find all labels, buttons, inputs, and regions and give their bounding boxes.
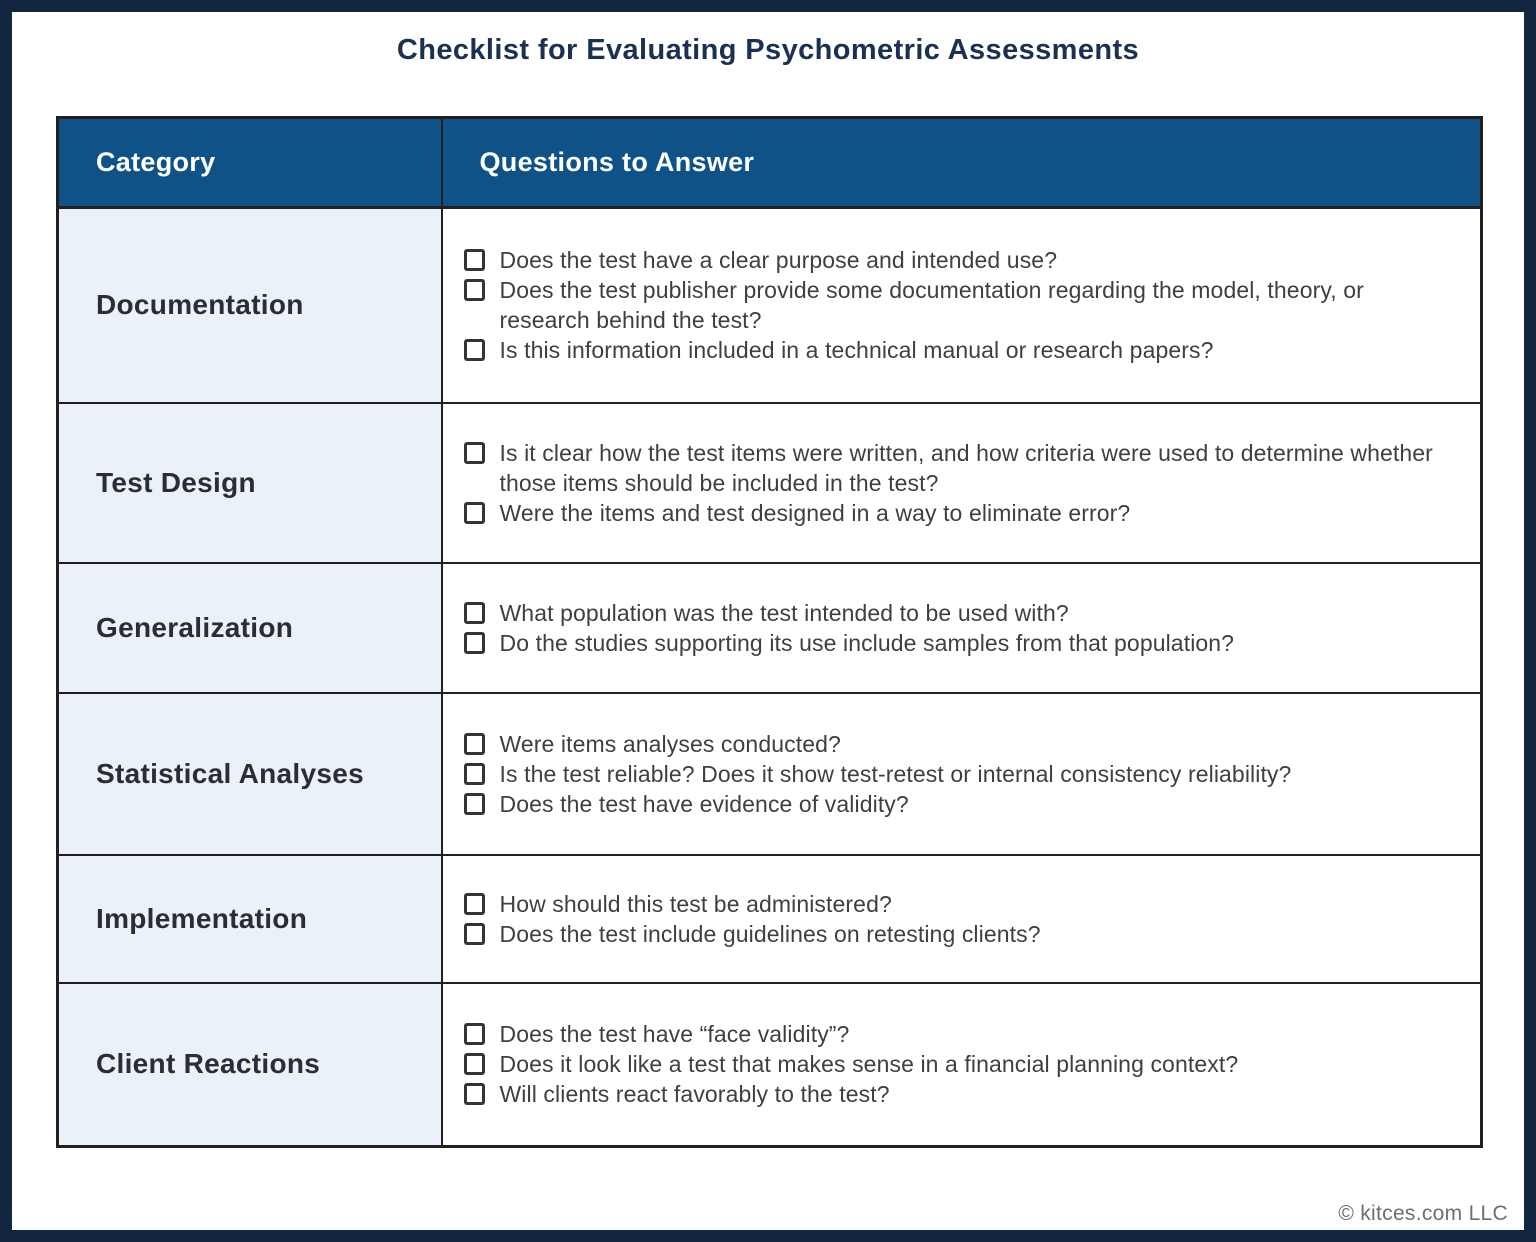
column-header-questions: Questions to Answer (442, 118, 1482, 208)
question-text: Do the studies supporting its use include samples from that population? (499, 629, 1235, 656)
question-list (464, 729, 1457, 819)
question-text: Does the test have “face validity”? (499, 1021, 850, 1048)
question-text: Does the test have a clear purpose and intended use? (499, 247, 1058, 274)
question-text: Does the test have evidence of validity? (499, 790, 909, 817)
category-cell: Test Design (58, 403, 442, 563)
checkbox[interactable] (464, 923, 485, 945)
table-row (58, 983, 1482, 1147)
checklist-item (464, 598, 1457, 628)
question-text: Were items analyses conducted? (499, 730, 841, 757)
category-cell: Statistical Analyses (58, 693, 442, 855)
checkbox[interactable] (464, 1053, 485, 1075)
checklist-item (464, 628, 1457, 658)
question-list (464, 1019, 1457, 1109)
checkbox[interactable] (464, 279, 485, 301)
checkbox[interactable] (464, 1023, 485, 1045)
questions-cell (442, 693, 1482, 855)
checklist-item (464, 789, 1457, 819)
questions-cell (442, 208, 1482, 403)
table-row (58, 403, 1482, 563)
question-text: Were the items and test designed in a way to eliminate error? (499, 499, 1131, 526)
checklist-item (464, 1049, 1457, 1079)
checklist-item (464, 498, 1457, 528)
question-text: Does it look like a test that makes sense in a financial planning context? (499, 1051, 1239, 1078)
checklist-item (464, 438, 1457, 498)
table-row (58, 855, 1482, 983)
question-text: Is this information included in a technical manual or research papers? (499, 337, 1214, 364)
table-row (58, 208, 1482, 403)
checklist-item (464, 335, 1457, 365)
checklist-item (464, 1019, 1457, 1049)
checkbox[interactable] (464, 893, 485, 915)
question-text: What population was the test intended to be used with? (499, 599, 1069, 626)
category-cell: Client Reactions (58, 983, 442, 1147)
questions-cell (442, 563, 1482, 693)
question-text: Is it clear how the test items were written, and how criteria were used to determine whether those items should be included in the test? (499, 439, 1433, 496)
checkbox[interactable] (464, 602, 485, 624)
checkbox[interactable] (464, 249, 485, 271)
checkbox[interactable] (464, 733, 485, 755)
checkbox[interactable] (464, 763, 485, 785)
checklist-item (464, 919, 1457, 949)
copyright-notice: © kitces.com LLC (1338, 1202, 1508, 1225)
checklist-item (464, 1079, 1457, 1109)
question-list (464, 889, 1457, 949)
header-row (58, 118, 1482, 208)
question-text: Does the test publisher provide some documentation regarding the model, theory, or research behind the test? (499, 277, 1364, 334)
column-header-category: Category (58, 118, 442, 208)
checklist-item (464, 889, 1457, 919)
table-row (58, 563, 1482, 693)
questions-cell (442, 403, 1482, 563)
checklist-item (464, 759, 1457, 789)
table-row (58, 693, 1482, 855)
checkbox[interactable] (464, 1083, 485, 1105)
checklist-item (464, 729, 1457, 759)
category-cell: Documentation (58, 208, 442, 403)
checkbox[interactable] (464, 502, 485, 524)
question-list (464, 245, 1457, 365)
page-title: Checklist for Evaluating Psychometric Assessments (396, 34, 1140, 66)
question-text: Will clients react favorably to the test? (499, 1081, 890, 1108)
category-cell: Implementation (58, 855, 442, 983)
checkbox[interactable] (464, 632, 485, 654)
checklist-item (464, 245, 1457, 275)
question-text: How should this test be administered? (499, 890, 892, 917)
question-list (464, 438, 1457, 528)
questions-cell (442, 983, 1482, 1147)
question-list (464, 598, 1457, 658)
checkbox[interactable] (464, 442, 485, 464)
checkbox[interactable] (464, 339, 485, 361)
question-text: Does the test include guidelines on retesting clients? (499, 920, 1041, 947)
question-text: Is the test reliable? Does it show test-retest or internal consistency reliability? (499, 760, 1292, 787)
questions-cell (442, 855, 1482, 983)
checkbox[interactable] (464, 793, 485, 815)
checklist-item (464, 275, 1457, 335)
checklist-table (56, 116, 1483, 1148)
category-cell: Generalization (58, 563, 442, 693)
